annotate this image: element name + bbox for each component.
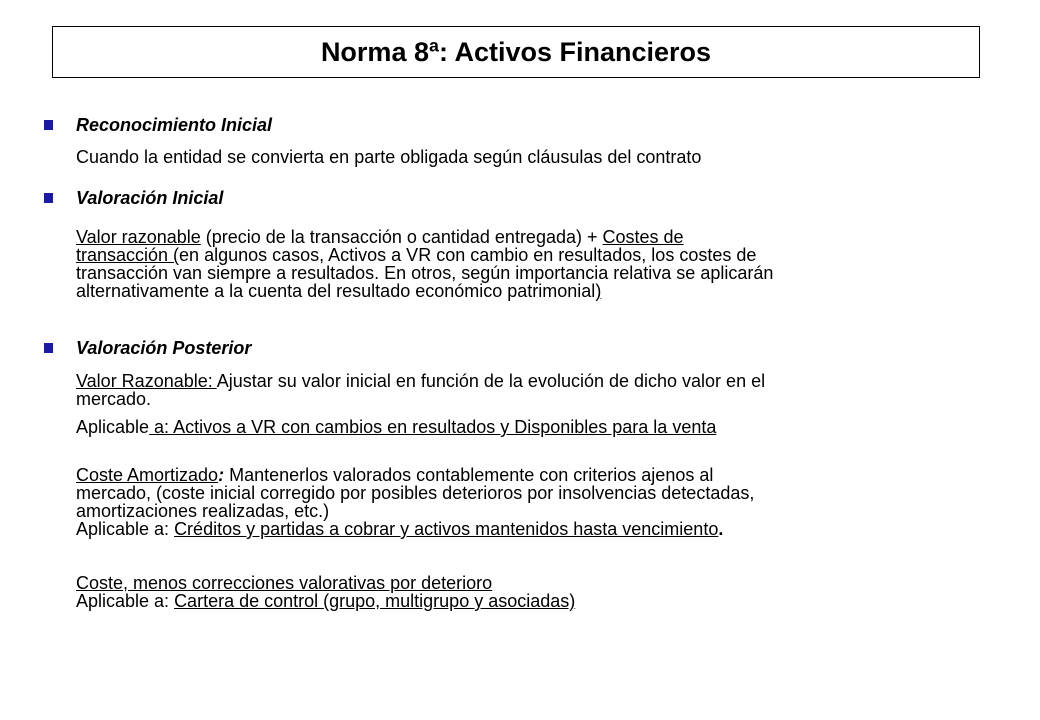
vi-line-1 — [76, 228, 684, 246]
vi-line-2 — [76, 246, 756, 264]
vp-ca-apl-value: Créditos y partidas a cobrar y activos mantenidos hasta vencimiento — [174, 519, 719, 539]
vi-valor-razonable: Valor razonable — [76, 227, 201, 247]
vi-paren: ) — [595, 281, 602, 301]
vi-transaccion: transacción ( — [76, 245, 180, 265]
vp-vr-line-1 — [76, 372, 765, 390]
vi-costes: Costes de — [602, 227, 684, 247]
vp-ca-aplicable — [76, 520, 723, 538]
vp-text: Aplicable — [76, 417, 150, 437]
vp-ca-line-3: amortizaciones realizadas, etc.) — [76, 501, 330, 521]
vi-text: (precio de la transacción o cantidad entregada) + — [200, 227, 603, 247]
text-reconocimiento: Cuando la entidad se convierta en parte obligada según cláusulas del contrato — [76, 147, 702, 167]
vp-cd-label: Coste, menos correcciones valorativas por deterioro — [76, 573, 493, 593]
vp-vr-apl-value: a: Activos a VR con cambios en resultados y Disponibles para la venta — [149, 417, 717, 437]
vp-ca-colon: : — [218, 465, 225, 485]
vp-ca-line-1 — [76, 466, 713, 484]
vi-line-4 — [76, 282, 601, 300]
vp-ca-period: . — [718, 519, 724, 539]
vi-line-3: transacción van siempre a resultados. En otros, según importancia relativa se aplicarán — [76, 263, 774, 283]
vp-vr-line-2: mercado. — [76, 389, 152, 409]
vp-cd-apl-value: Cartera de control (grupo, multigrupo y asociadas) — [174, 591, 576, 611]
vi-text: en algunos casos, Activos a VR con cambio en resultados, los costes de — [179, 245, 757, 265]
vp-text: Ajustar su valor inicial en función de la evolución de dicho valor en el — [216, 371, 766, 391]
vp-vr-aplicable — [76, 418, 716, 436]
vi-text: alternativamente a la cuenta del resultado económico patrimonial — [76, 281, 596, 301]
heading-reconocimiento: Reconocimiento Inicial — [76, 115, 273, 135]
vp-cd-line-1 — [76, 574, 492, 592]
bullet-icon — [44, 120, 53, 130]
bullet-icon — [44, 343, 53, 353]
vp-text: Mantenerlos valorados contablemente con criterios ajenos al — [224, 465, 714, 485]
heading-valoracion-inicial: Valoración Inicial — [76, 188, 224, 208]
heading-valoracion-posterior: Valoración Posterior — [76, 338, 252, 358]
vp-text: Aplicable a: — [76, 519, 175, 539]
vp-ca-line-2: mercado, (coste inicial corregido por posibles deterioros por insolvencias detectadas, — [76, 483, 755, 503]
vp-ca-label: Coste Amortizado — [76, 465, 219, 485]
page-title: Norma 8ª: Activos Financieros — [320, 36, 712, 67]
vp-cd-aplicable — [76, 592, 575, 610]
vp-vr-label: Valor Razonable: — [76, 371, 217, 391]
title-box — [52, 26, 980, 78]
bullet-icon — [44, 193, 53, 203]
vp-text: Aplicable a: — [76, 591, 175, 611]
